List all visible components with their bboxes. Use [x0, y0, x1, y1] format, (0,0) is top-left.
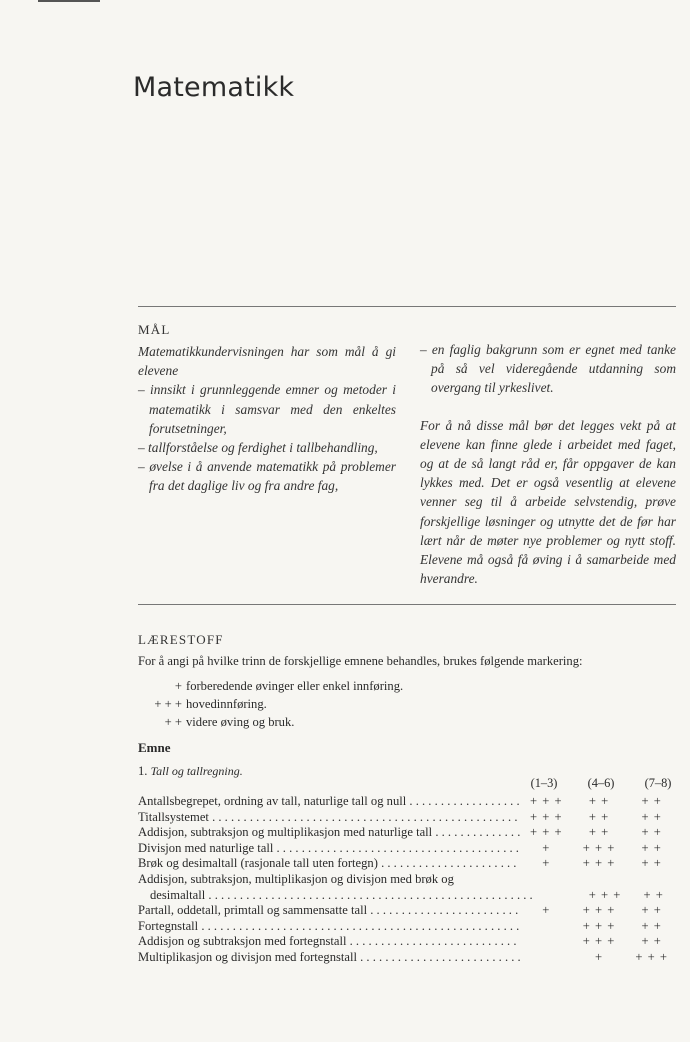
topic-row [138, 903, 678, 919]
legend-symbol: + + + [154, 697, 182, 711]
marking-grades-4-6: + + [588, 825, 610, 840]
marking-grades-7-8: + + [641, 809, 662, 824]
mal-goal-item: – øvelse i å anvende matematikk på problemer fra det daglige liv og fra andre fag, [138, 459, 396, 494]
legend-symbol: + [174, 679, 182, 693]
topic-label: Multiplikasjon og divisjon med fortegnstall . . . [138, 950, 520, 966]
legend-text: forberedende øvinger eller enkel innføring. [186, 679, 404, 693]
topic-row [138, 888, 678, 904]
subsection-number: 1. [138, 764, 148, 778]
marking-grades-4-6: + + + [582, 903, 616, 918]
topic-row [138, 794, 678, 810]
section-divider [138, 306, 676, 307]
topic-label: Fortegnstall . . . [138, 919, 520, 935]
mal-left-column [138, 342, 396, 496]
marking-grades-7-8: + + + [635, 949, 668, 964]
mal-goal-item: – innsikt i grunnleggende emner og metoder i matematikk i samsvar med den enkeltes forutsetninger, [138, 382, 396, 436]
marking-grades-7-8: + + [641, 840, 662, 855]
marking-grades-4-6: + + + [582, 856, 616, 871]
topic-label: Titallsystemet . . . [138, 810, 520, 826]
emne-heading: Emne [138, 740, 171, 755]
topic-row [138, 825, 678, 841]
topic-row [138, 810, 678, 826]
topic-label: Partall, oddetall, primtall og sammensatte tall . . . [138, 903, 520, 919]
marking-grades-4-6: + [594, 949, 604, 964]
marking-grades-1-3: + + + [530, 794, 563, 808]
mal-goal-item: – tallforståelse og ferdighet i tallbehandling, [138, 440, 378, 456]
legend-text: hovedinnføring. [186, 697, 267, 711]
section-divider [138, 604, 676, 605]
topic-row [138, 856, 678, 872]
marking-grades-1-3: + [542, 840, 551, 855]
column-header-grades-7-8: (7–8) [644, 776, 672, 790]
marking-grades-7-8: + + [641, 856, 662, 871]
topic-table [138, 794, 678, 966]
topic-label: Addisjon, subtraksjon og multiplikasjon med naturlige tall . . . [138, 825, 520, 841]
topic-label: Antallsbegrepet, ordning av tall, naturlige tall og null . . . [138, 794, 520, 810]
marking-grades-4-6: + + + [582, 840, 616, 855]
marking-grades-1-3: + [542, 903, 551, 918]
legend-row [138, 695, 403, 713]
marking-grades-4-6: + + + [582, 918, 616, 933]
marking-grades-7-8: + + [641, 794, 662, 808]
laerestoff-intro: For å angi på hvilke trinn de forskjellige emnene behandles, brukes følgende markering: [138, 654, 583, 668]
marking-grades-7-8: + + [641, 918, 662, 933]
topic-label: Addisjon, subtraksjon, multiplikasjon og divisjon med brøk og [138, 871, 454, 886]
mal-paragraph: For å nå disse mål bør det legges vekt på at elevene kan finne glede i arbeidet med faget, og at de så langt råd er, får oppgaver de kan lykkes med. Det er også vesentlig at elevene venner seg til å arbeide selvstendig, prøve forskjellige løsninger og utnytte det de før har lært når de møter nye problemer og nytt stoff. Elevene må også få øving i å samarbeide med hverandre. [420, 417, 676, 587]
topic-row [138, 872, 678, 888]
marking-grades-7-8: + + [643, 887, 664, 902]
topic-row [138, 934, 678, 950]
marking-grades-7-8: + + [641, 903, 662, 918]
marking-grades-4-6: + + [588, 809, 610, 824]
marking-grades-1-3: + [542, 856, 551, 871]
marking-grades-1-3: + + + [530, 825, 563, 840]
mal-right-column [420, 340, 676, 588]
column-header-grades-4-6: (4–6) [587, 776, 615, 790]
mal-goal-item: – en faglig bakgrunn som er egnet med tanke på så vel videregående utdanning som overgang til yrkeslivet. [420, 342, 676, 396]
laerestoff-heading: LÆRESTOFF [138, 632, 224, 647]
marking-grades-1-3: + + + [530, 809, 563, 824]
mal-intro: Matematikkundervisningen har som mål å gi elevene [138, 344, 396, 379]
marking-grades-4-6: + + [588, 794, 610, 808]
topic-row [138, 841, 678, 857]
legend-symbol: + + [164, 715, 182, 729]
topic-label: Divisjon med naturlige tall . . . [138, 841, 520, 857]
topic-label: desimaltall . . . [138, 888, 532, 904]
topic-label: Addisjon og subtraksjon med fortegnstall . . . [138, 934, 520, 950]
marking-grades-4-6: + + + [582, 934, 616, 949]
legend-text: videre øving og bruk. [186, 715, 295, 729]
topic-label: Brøk og desimaltall (rasjonale tall uten fortegn) . . . [138, 856, 520, 872]
mal-heading: MÅL [138, 322, 171, 337]
topic-row [138, 950, 678, 966]
page-title: Matematikk [133, 72, 295, 104]
legend-row [138, 677, 403, 695]
subsection-title [138, 764, 243, 779]
marking-grades-4-6: + + + [588, 887, 622, 902]
marking-grades-7-8: + + [641, 934, 662, 949]
legend-row [138, 713, 403, 731]
marking-grades-7-8: + + [641, 825, 662, 840]
column-header-grades-1-3: (1–3) [530, 776, 558, 790]
subsection-name: Tall og tallregning. [150, 764, 243, 778]
top-edge-mark [38, 0, 100, 2]
marking-legend [138, 677, 403, 731]
topic-row [138, 919, 678, 935]
